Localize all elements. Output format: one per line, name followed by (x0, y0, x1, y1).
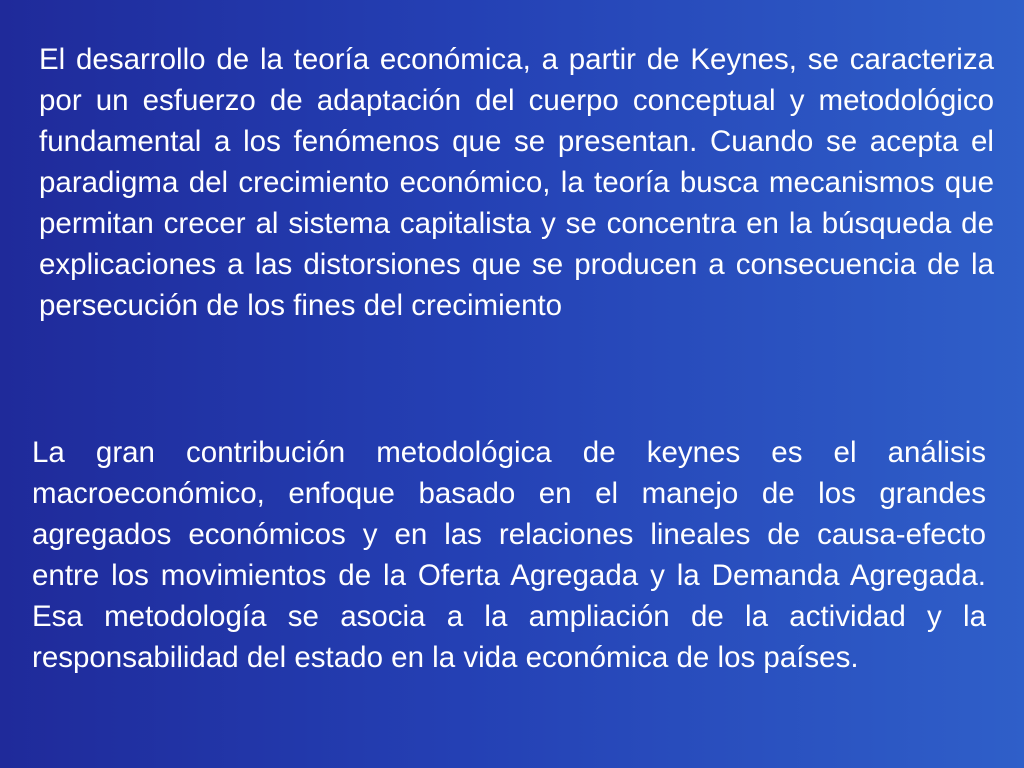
paragraph-keynes-contribution: La gran contribución metodológica de keynes es el análisis macroeconómico, enfoque basado en el manejo de los grandes agregados económicos y en las relaciones lineales de causa-efecto entre los movimientos de la Oferta Agregada y la Demanda Agregada. Esa metodología se asocia a la ampliación de la actividad y la responsabilidad del estado en la vida económica de los países. (32, 436, 986, 674)
paragraph-keynes-development: El desarrollo de la teoría económica, a partir de Keynes, se caracteriza por un esfuerzo de adaptación del cuerpo conceptual y metodológico fundamental a los fenómenos que se presentan. Cuando se acepta el paradigma del crecimiento económico, la teoría busca mecanismos que permitan crecer al sistema capitalista y se concentra en la búsqueda de explicaciones a las distorsiones que se producen a consecuencia de la persecución de los fines del crecimiento (39, 43, 994, 322)
